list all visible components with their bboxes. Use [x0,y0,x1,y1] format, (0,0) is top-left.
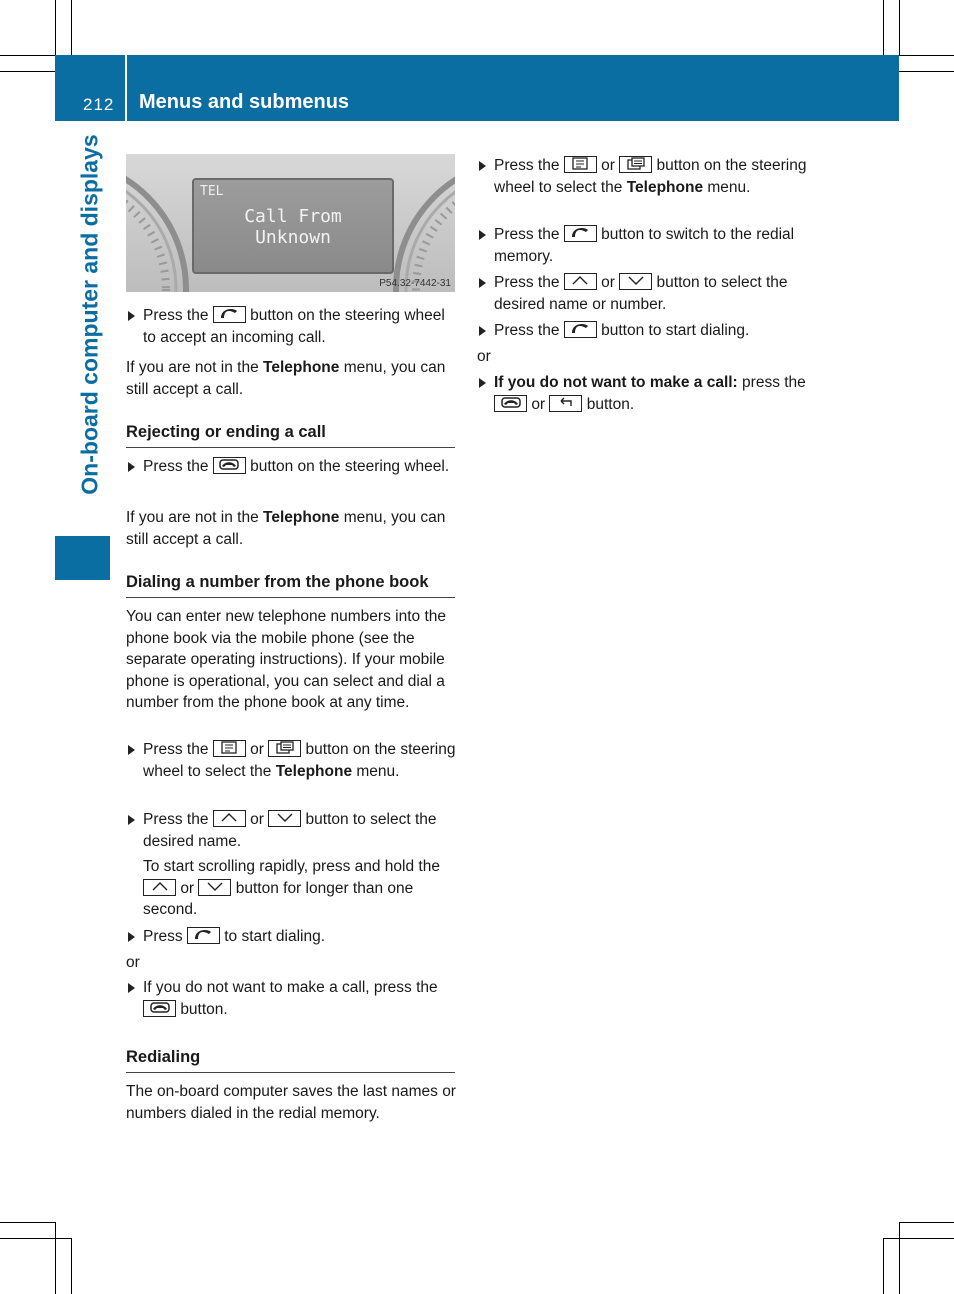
instrument-display-photo [126,154,455,292]
phone-accept-icon [564,225,597,242]
step-select-telephone-redial: Press the or button on the steering wheel to select the Telephone menu. [477,155,814,198]
lcd-tag: TEL [200,184,224,199]
crop-mark [0,1222,56,1223]
crop-mark [899,1222,954,1223]
step-reject-call: Press the button on the steering wheel. [126,456,456,478]
phone-accept-icon [187,927,220,944]
redial-text: The on-board computer saves the last names or numbers dialed in the redial memory. [126,1083,456,1122]
step-start-dialing: Press to start dialing. [126,926,456,948]
phone-accept-icon [213,306,246,323]
crop-mark [71,0,72,56]
lcd-line-1: Call From [244,206,342,227]
step-accept-call: Press the button on the steering wheel to accept an incoming call. [126,305,456,348]
arrow-down-icon [619,273,652,290]
crop-mark [899,0,900,56]
step-select-name: Press the or button to select the desired name. [126,809,456,852]
crop-mark [0,1238,72,1239]
crop-mark [71,1238,72,1294]
section-title: Menus and submenus [139,91,350,113]
step-select-telephone: Press the or button on the steering wheel to select the Telephone menu. [126,739,456,782]
crop-mark [0,55,56,56]
phone-end-icon [143,1000,176,1017]
or-text: or [477,348,491,365]
arrow-up-icon [143,879,176,896]
step-cancel-call: If you do not want to make a call, press the button. [126,977,456,1020]
crop-mark [55,0,56,56]
page-number: 212 [83,95,115,114]
step-start-dialing-redial: Press the button to start dialing. [477,320,814,342]
arrow-down-icon [198,879,231,896]
dial-intro: You can enter new telephone numbers into the phone book via the mobile phone (see the separate operating instructions). If your mobile phone is operational, you can select and dial a number from the phone book at any time. [126,608,446,711]
arrow-down-icon [268,810,301,827]
arrow-up-icon [213,810,246,827]
lcd-line-2: Unknown [255,227,331,248]
phone-accept-icon [564,321,597,338]
menu-left-icon [564,156,597,173]
side-tab [55,121,110,531]
step-switch-redial: Press the button to switch to the redial memory. [477,224,814,267]
crop-mark [883,0,884,56]
crop-mark [883,1238,884,1294]
arrow-up-icon [564,273,597,290]
heading-redialing: Redialing [126,1047,455,1073]
lcd-message [194,206,392,248]
heading-reject: Rejecting or ending a call [126,422,455,448]
chapter-title: On-board computer and displays [76,134,103,495]
or-text: or [126,954,140,971]
figure-caption: P54.32-7442-31 [379,278,451,289]
crop-mark [55,1222,56,1294]
crop-mark [899,55,954,56]
phone-end-icon [213,457,246,474]
back-icon [549,395,582,412]
crop-mark [899,71,954,72]
side-tab-marker [55,536,110,580]
crop-mark [883,1238,954,1239]
scroll-note: To start scrolling rapidly, press and hold the or button for longer than one second. [143,858,440,918]
header-divider [125,55,127,121]
menu-right-icon [619,156,652,173]
crop-mark [0,71,56,72]
menu-right-icon [268,740,301,757]
note-accept: If you are not in the Telephone menu, you can still accept a call. [126,359,446,398]
lcd-screen [192,178,394,274]
step-cancel-redial: If you do not want to make a call: press the or button. [477,372,814,415]
phone-end-icon [494,395,527,412]
menu-left-icon [213,740,246,757]
step-select-number: Press the or button to select the desired name or number. [477,272,814,315]
crop-mark [899,1222,900,1294]
heading-dial-phonebook: Dialing a number from the phone book [126,572,455,598]
note-reject: If you are not in the Telephone menu, you can still accept a call. [126,509,446,548]
page-header [55,55,899,121]
